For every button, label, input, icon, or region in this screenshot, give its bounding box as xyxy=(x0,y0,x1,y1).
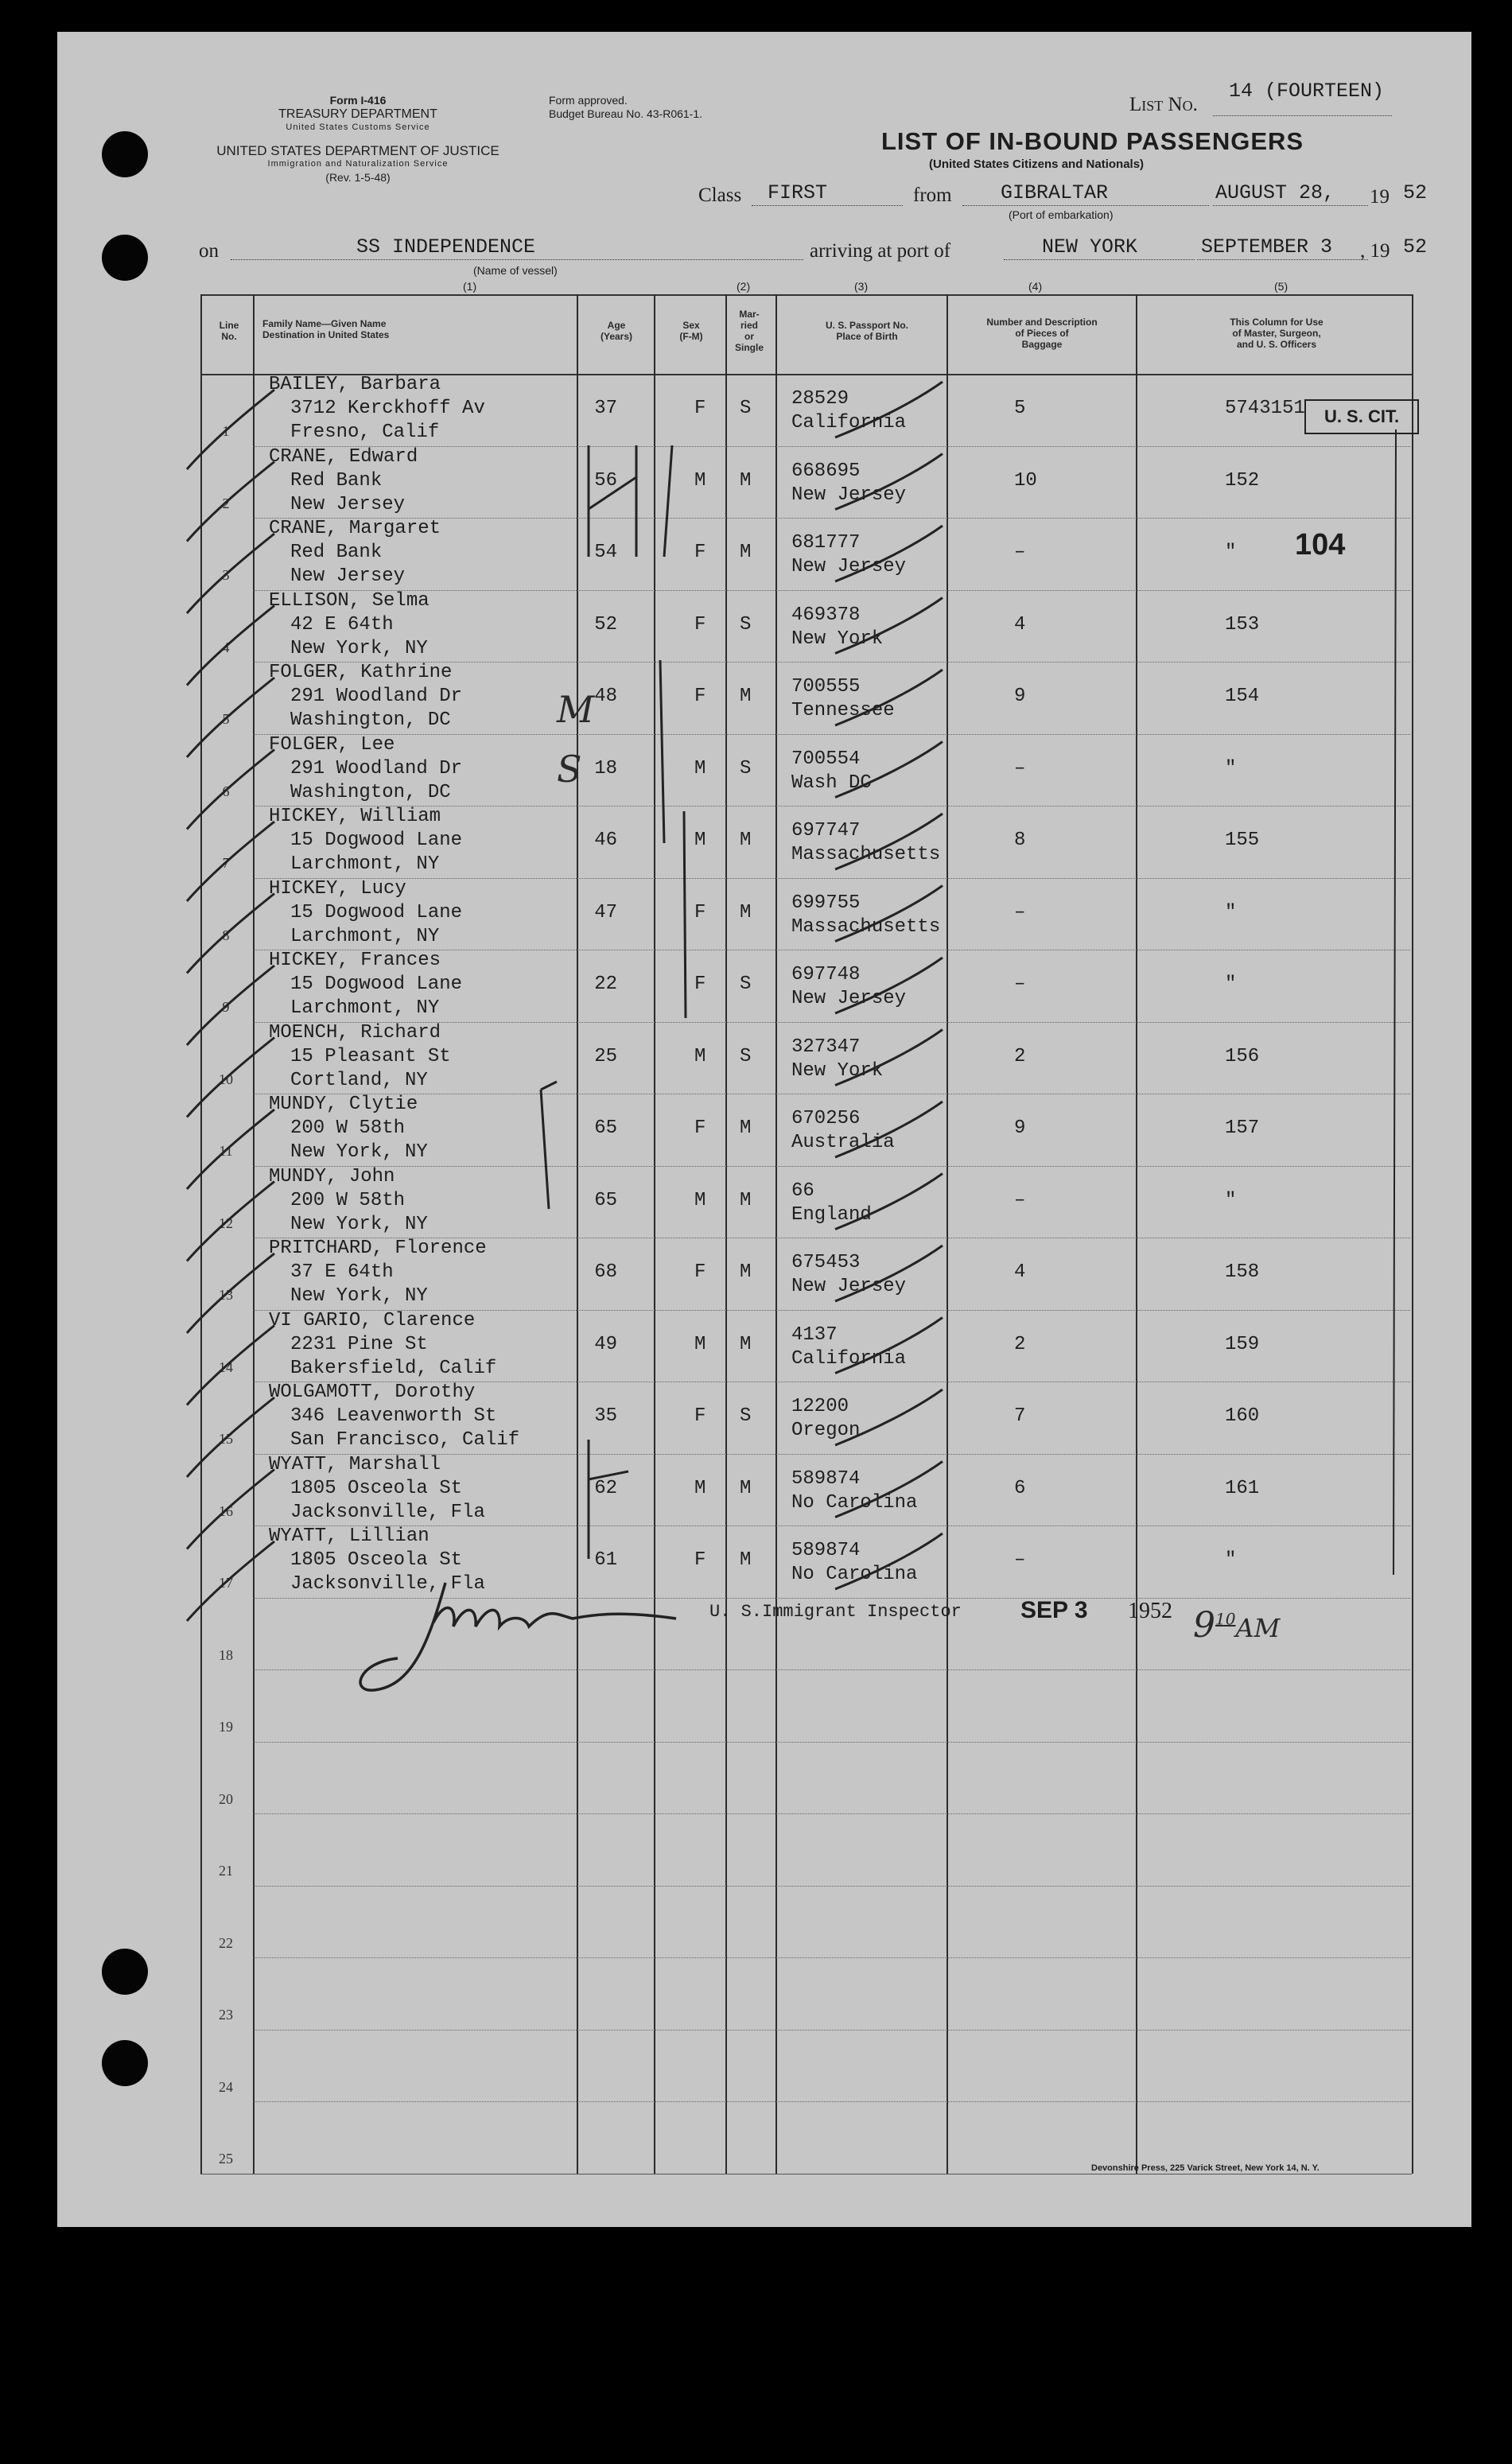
line-number: 6 xyxy=(222,783,230,799)
list-no-value: 14 (FOURTEEN) xyxy=(1229,80,1385,103)
pen-mark xyxy=(187,750,274,830)
page-title: LIST OF IN-BOUND PASSENGERS xyxy=(881,127,1304,155)
address-line: 15 Pleasant St xyxy=(290,1045,451,1067)
sex-value: M xyxy=(694,757,706,779)
vessel-name: SS INDEPENDENCE xyxy=(356,235,536,258)
place-of-birth: California xyxy=(791,412,907,433)
address-line: 15 Dogwood Lane xyxy=(290,901,463,923)
city-state: Larchmont, NY xyxy=(290,997,440,1019)
place-of-birth: No Carolina xyxy=(791,1491,918,1514)
sex-value: F xyxy=(694,1549,706,1571)
passenger-name: PRITCHARD, Florence xyxy=(269,1238,487,1259)
baggage-count: – xyxy=(1014,1549,1026,1571)
line-number: 7 xyxy=(222,855,230,871)
header-age: Age (Years) xyxy=(600,320,633,342)
passport-number: 700555 xyxy=(791,676,861,698)
sex-value: F xyxy=(694,686,706,707)
officer-number: " xyxy=(1225,1189,1237,1211)
marital-value: M xyxy=(740,686,752,707)
pen-mark xyxy=(835,1533,943,1589)
city-state: Jacksonville, Fla xyxy=(290,1501,485,1523)
marital-value: M xyxy=(740,1549,752,1571)
pen-mark xyxy=(835,1246,943,1301)
passport-number: 589874 xyxy=(791,1540,861,1561)
ins-service: Immigration and Naturalization Service xyxy=(267,159,449,169)
marital-value: M xyxy=(740,1333,752,1355)
line-number: 20 xyxy=(219,1790,233,1807)
pen-mark xyxy=(187,462,274,542)
baggage-count: 4 xyxy=(1014,1261,1026,1283)
header-line-no: Line No. xyxy=(219,320,239,342)
header-baggage: Number and Description of Pieces of Baggage xyxy=(986,317,1098,350)
year-stamp: 1952 xyxy=(1128,1599,1172,1623)
city-state: New York, NY xyxy=(290,637,428,659)
line-number: 14 xyxy=(219,1358,233,1375)
margin-note-s: S xyxy=(557,748,582,791)
officer-number: 155 xyxy=(1225,830,1260,851)
header-sex: Sex (F-M) xyxy=(679,320,703,342)
place-of-birth: New York xyxy=(791,628,884,650)
pen-mark xyxy=(835,742,943,798)
pen-mark xyxy=(187,1038,274,1117)
baggage-count: 9 xyxy=(1014,1117,1026,1139)
printer-imprint: Devonshire Press, 225 Varick Street, New York 14, N. Y. xyxy=(1091,2163,1320,2173)
address-line: 291 Woodland Dr xyxy=(290,686,463,707)
form-number: Form I-416 xyxy=(329,94,387,107)
line-number: 10 xyxy=(219,1071,233,1087)
place-of-birth: No Carolina xyxy=(791,1564,918,1585)
revision: (Rev. 1-5-48) xyxy=(325,171,391,184)
class-label: Class xyxy=(698,185,742,206)
budget-bureau: Budget Bureau No. 43-R061-1. xyxy=(549,107,703,120)
margin-note-m: M xyxy=(557,688,595,731)
officer-number: " xyxy=(1225,542,1237,563)
line-number: 23 xyxy=(219,2007,233,2023)
place-of-birth: California xyxy=(791,1347,907,1370)
sex-value: F xyxy=(694,1117,706,1139)
city-state: Washington, DC xyxy=(290,709,451,731)
place-of-birth: New Jersey xyxy=(791,556,907,577)
pen-mark xyxy=(187,1182,274,1261)
pen-mark xyxy=(835,670,943,725)
passenger-name: MUNDY, John xyxy=(269,1165,395,1187)
city-state: New Jersey xyxy=(290,493,406,515)
officer-number: 156 xyxy=(1225,1045,1260,1067)
pen-mark xyxy=(835,1030,943,1086)
marital-value: S xyxy=(740,1045,752,1067)
arriving-label: arriving at port of xyxy=(810,240,951,262)
header-passport: U. S. Passport No. Place of Birth xyxy=(825,320,909,342)
pen-mark xyxy=(835,1389,943,1445)
line-number: 5 xyxy=(222,711,230,727)
pen-mark xyxy=(835,1174,943,1230)
sex-value: F xyxy=(694,398,706,419)
line-number: 9 xyxy=(222,999,230,1015)
passenger-name: WOLGAMOTT, Dorothy xyxy=(269,1382,476,1403)
sex-value: M xyxy=(694,1189,706,1211)
page-subtitle: (United States Citizens and Nationals) xyxy=(929,157,1145,171)
pen-mark xyxy=(835,886,943,942)
officer-number: 152 xyxy=(1225,469,1260,492)
depart-year: 52 xyxy=(1403,181,1428,204)
line-number: 12 xyxy=(219,1215,233,1231)
baggage-count: 8 xyxy=(1014,830,1026,851)
address-line: 291 Woodland Dr xyxy=(290,757,463,779)
baggage-count: 6 xyxy=(1014,1477,1026,1499)
marital-value: M xyxy=(740,1189,752,1211)
passport-number: 66 xyxy=(791,1180,814,1202)
treasury-department: TREASURY DEPARTMENT xyxy=(278,107,437,121)
pen-mark xyxy=(589,445,636,557)
sex-value: M xyxy=(694,1333,706,1355)
passenger-name: CRANE, Edward xyxy=(269,445,418,468)
city-state: Washington, DC xyxy=(290,781,451,803)
pen-mark xyxy=(187,606,274,686)
pen-mark xyxy=(589,1440,628,1559)
baggage-count: 4 xyxy=(1014,613,1026,635)
marital-value: M xyxy=(740,1477,752,1499)
port-value: NEW YORK xyxy=(1042,235,1138,258)
line-number: 21 xyxy=(219,1863,233,1879)
arrive-year-prefix: , 19 xyxy=(1360,240,1390,262)
marital-value: M xyxy=(740,830,752,851)
baggage-count: – xyxy=(1014,901,1026,923)
col-number-4: (4) xyxy=(1028,280,1043,293)
address-line: 1805 Osceola St xyxy=(290,1549,463,1571)
marital-value: M xyxy=(740,542,752,563)
pen-mark xyxy=(660,660,664,843)
place-of-birth: Oregon xyxy=(791,1420,861,1441)
address-line: Red Bank xyxy=(290,469,383,492)
sex-value: F xyxy=(694,1261,706,1283)
pen-mark xyxy=(835,382,943,437)
passport-number: 668695 xyxy=(791,460,861,482)
place-of-birth: Tennessee xyxy=(791,700,895,721)
city-state: New York, NY xyxy=(290,1285,428,1307)
sex-value: M xyxy=(694,1477,706,1499)
sex-value: M xyxy=(694,469,706,492)
address-line: 15 Dogwood Lane xyxy=(290,974,463,995)
passport-number: 469378 xyxy=(791,604,861,626)
baggage-count: 7 xyxy=(1014,1405,1026,1427)
address-line: 1805 Osceola St xyxy=(290,1477,463,1499)
place-of-birth: Massachusetts xyxy=(791,844,941,865)
city-state: New Jersey xyxy=(290,565,406,587)
officer-number: 160 xyxy=(1225,1405,1260,1427)
depart-year-prefix: 19 xyxy=(1370,186,1390,208)
passport-number: 12200 xyxy=(791,1396,849,1417)
marital-value: S xyxy=(740,1405,752,1427)
embarkation-note: (Port of embarkation) xyxy=(1009,208,1114,221)
officer-number: " xyxy=(1225,974,1237,995)
pen-mark xyxy=(187,1470,274,1549)
officer-number: 158 xyxy=(1225,1261,1260,1283)
passenger-count-stamp: 104 xyxy=(1295,528,1346,562)
sex-value: F xyxy=(694,974,706,995)
passport-number: 4137 xyxy=(791,1323,838,1346)
baggage-count: – xyxy=(1014,757,1026,779)
address-line: 200 W 58th xyxy=(290,1117,406,1139)
line-number: 4 xyxy=(222,639,230,655)
list-no-label: List No. xyxy=(1129,94,1198,115)
pen-mark xyxy=(187,966,274,1045)
place-of-birth: New Jersey xyxy=(791,1276,907,1297)
pen-mark xyxy=(187,678,274,757)
marital-value: S xyxy=(740,757,752,779)
marital-value: M xyxy=(740,469,752,492)
passenger-name: MOENCH, Richard xyxy=(269,1021,441,1044)
sex-value: F xyxy=(694,1405,706,1427)
baggage-count: 2 xyxy=(1014,1045,1026,1067)
pen-mark xyxy=(187,1326,274,1405)
city-state: Larchmont, NY xyxy=(290,853,440,875)
passenger-name: HICKEY, Lucy xyxy=(269,877,406,900)
marital-value: M xyxy=(740,1261,752,1283)
line-number: 19 xyxy=(219,1719,233,1735)
passport-number: 589874 xyxy=(791,1467,861,1490)
address-line: 200 W 58th xyxy=(290,1189,406,1211)
pen-mark xyxy=(187,1397,274,1477)
city-state: San Francisco, Calif xyxy=(290,1429,520,1451)
col-number-2: (2) xyxy=(737,280,751,293)
officer-number: 154 xyxy=(1225,686,1260,707)
form-approved: Form approved. xyxy=(549,94,628,107)
col-number-1: (1) xyxy=(463,280,477,293)
passport-number: 681777 xyxy=(791,532,861,554)
line-number: 17 xyxy=(219,1575,233,1591)
place-of-birth: New Jersey xyxy=(791,484,907,506)
marital-value: S xyxy=(740,613,752,635)
officer-number: " xyxy=(1225,1549,1237,1571)
baggage-count: 9 xyxy=(1014,686,1026,707)
line-number: 13 xyxy=(219,1287,233,1303)
passenger-name: CRANE, Margaret xyxy=(269,518,441,539)
pen-mark xyxy=(187,1110,274,1189)
officer-number: 159 xyxy=(1225,1333,1260,1355)
sex-value: M xyxy=(694,830,706,851)
pen-mark xyxy=(835,526,943,581)
line-number: 1 xyxy=(222,423,230,439)
city-state: New York, NY xyxy=(290,1141,428,1163)
us-citizen-stamp: U. S. CIT. xyxy=(1304,399,1419,434)
pen-mark xyxy=(835,1462,943,1518)
sex-value: F xyxy=(694,901,706,923)
city-state: Fresno, Calif xyxy=(290,422,440,443)
pen-mark xyxy=(835,1102,943,1157)
place-of-birth: New Jersey xyxy=(791,988,907,1009)
officer-number: 5743151 xyxy=(1225,398,1305,419)
pen-mark xyxy=(835,958,943,1013)
passport-number: 670256 xyxy=(791,1108,861,1129)
address-line: Red Bank xyxy=(290,542,383,563)
header-officers: This Column for Use of Master, Surgeon, and U. S. Officers xyxy=(1230,317,1323,350)
baggage-count: – xyxy=(1014,542,1026,563)
vessel-note: (Name of vessel) xyxy=(473,264,558,277)
passport-number: 697747 xyxy=(791,820,861,841)
pen-mark xyxy=(835,814,943,869)
baggage-count: 2 xyxy=(1014,1333,1026,1355)
depart-date: AUGUST 28, xyxy=(1215,181,1335,204)
on-label: on xyxy=(199,240,219,262)
passport-number: 28529 xyxy=(791,388,849,410)
pen-mark xyxy=(664,445,672,557)
place-of-birth: England xyxy=(791,1203,872,1226)
place-of-birth: Australia xyxy=(791,1132,895,1153)
line-number: 2 xyxy=(222,495,230,511)
pen-mark xyxy=(187,894,274,974)
passenger-name: MUNDY, Clytie xyxy=(269,1094,418,1115)
pen-mark xyxy=(835,454,943,510)
passport-number: 675453 xyxy=(791,1252,861,1273)
address-line: 346 Leavenworth St xyxy=(290,1405,497,1427)
pen-mark xyxy=(835,598,943,654)
pen-mark xyxy=(684,811,686,1018)
city-state: Larchmont, NY xyxy=(290,925,440,947)
passenger-name: HICKEY, Frances xyxy=(269,950,441,971)
customs-service: United States Customs Service xyxy=(286,122,430,132)
col-number-3: (3) xyxy=(854,280,869,293)
col-number-5: (5) xyxy=(1274,280,1289,293)
passenger-name: HICKEY, William xyxy=(269,806,441,827)
line-number: 8 xyxy=(222,927,230,943)
marital-value: M xyxy=(740,1117,752,1139)
inspector-label: U. S.Immigrant Inspector xyxy=(709,1602,962,1622)
date-stamp: SEP 3 xyxy=(1020,1597,1088,1623)
city-state: Bakersfield, Calif xyxy=(290,1357,497,1379)
line-number: 15 xyxy=(219,1431,233,1447)
officer-number: " xyxy=(1225,757,1237,779)
marital-value: M xyxy=(740,901,752,923)
pen-mark xyxy=(187,1541,274,1621)
justice-department: UNITED STATES DEPARTMENT OF JUSTICE xyxy=(216,143,499,158)
address-line: 2231 Pine St xyxy=(290,1333,428,1355)
officer-number: 161 xyxy=(1225,1477,1260,1499)
passport-number: 699755 xyxy=(791,892,861,914)
officer-number: " xyxy=(1225,901,1237,923)
line-number: 25 xyxy=(219,2151,233,2167)
passport-number: 700554 xyxy=(791,748,861,770)
pen-mark xyxy=(541,1082,557,1209)
line-number: 3 xyxy=(222,567,230,583)
passenger-name: VI GARIO, Clarence xyxy=(269,1309,476,1331)
passenger-name: WYATT, Marshall xyxy=(269,1453,441,1475)
baggage-count: 10 xyxy=(1014,469,1037,492)
class-value: FIRST xyxy=(768,181,828,204)
time-note: $9^{10}AM$ xyxy=(1193,1605,1281,1646)
officer-number: 157 xyxy=(1225,1117,1260,1139)
passenger-name: BAILEY, Barbara xyxy=(269,374,441,395)
city-state: Jacksonville, Fla xyxy=(290,1573,485,1595)
passport-number: 697748 xyxy=(791,964,861,985)
sex-value: F xyxy=(694,613,706,635)
header-name: Family Name—Given Name Destination in United States xyxy=(262,318,390,340)
pen-mark xyxy=(187,1253,274,1333)
pen-mark xyxy=(1393,429,1396,1575)
sex-value: M xyxy=(694,1045,706,1067)
from-value: GIBRALTAR xyxy=(1001,181,1109,204)
pen-mark xyxy=(187,534,274,613)
passenger-name: FOLGER, Kathrine xyxy=(269,662,453,683)
passenger-name: ELLISON, Selma xyxy=(269,589,430,612)
from-label: from xyxy=(913,185,952,206)
officer-number: 153 xyxy=(1225,613,1260,635)
line-number: 24 xyxy=(219,2078,233,2095)
pen-mark xyxy=(835,1318,943,1374)
address-line: 42 E 64th xyxy=(290,613,394,635)
city-state: New York, NY xyxy=(290,1213,428,1235)
place-of-birth: New York xyxy=(791,1059,884,1082)
passport-number: 327347 xyxy=(791,1036,861,1058)
place-of-birth: Massachusetts xyxy=(791,915,941,938)
line-number: 11 xyxy=(219,1143,233,1159)
marital-value: S xyxy=(740,974,752,995)
address-line: 3712 Kerckhoff Av xyxy=(290,398,485,419)
line-number: 18 xyxy=(219,1646,233,1663)
pen-mark xyxy=(187,390,274,469)
passenger-name: FOLGER, Lee xyxy=(269,733,395,756)
line-number: 16 xyxy=(219,1502,233,1519)
arrive-year: 52 xyxy=(1403,235,1428,258)
header-married: Mar- ried or Single xyxy=(734,309,764,353)
arrive-date: SEPTEMBER 3 xyxy=(1201,235,1333,258)
city-state: Cortland, NY xyxy=(290,1069,428,1091)
baggage-count: – xyxy=(1014,1189,1026,1211)
pen-mark xyxy=(187,822,274,901)
baggage-count: – xyxy=(1014,974,1026,995)
address-line: 37 E 64th xyxy=(290,1261,394,1283)
baggage-count: 5 xyxy=(1014,398,1026,419)
sex-value: F xyxy=(694,542,706,563)
marital-value: S xyxy=(740,398,752,419)
line-number: 22 xyxy=(219,1934,233,1951)
passenger-name: WYATT, Lillian xyxy=(269,1525,430,1547)
place-of-birth: Wash DC xyxy=(791,771,872,794)
address-line: 15 Dogwood Lane xyxy=(290,830,463,851)
